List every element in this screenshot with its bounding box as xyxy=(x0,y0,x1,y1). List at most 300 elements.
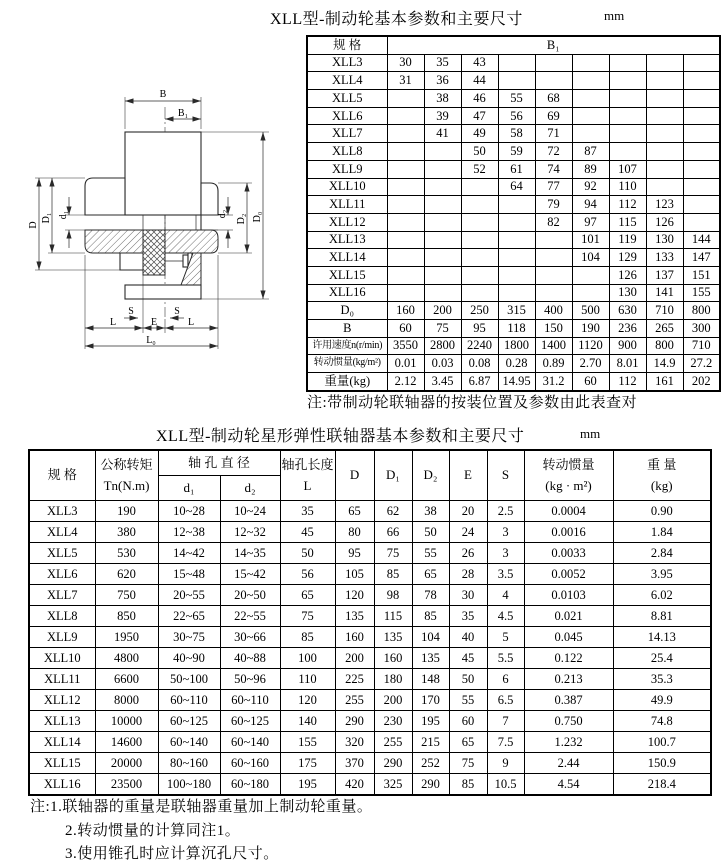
table2-row xyxy=(29,711,711,732)
table1-spec-header: 规 格 xyxy=(307,36,387,54)
table2-value-cell: 190 xyxy=(95,501,158,522)
table2-value-cell: 80~160 xyxy=(158,753,220,774)
table2-value-cell: 85 xyxy=(280,627,335,648)
table2-value-cell: 325 xyxy=(374,774,412,796)
table2-unit-label: mm xyxy=(580,426,601,441)
table2-value-cell: 60~160 xyxy=(220,753,280,774)
table2-value-cell: 0.90 xyxy=(613,501,711,522)
table1-spec-cell: XLL4 xyxy=(307,72,387,90)
table2-value-cell: 98 xyxy=(374,585,412,606)
table1-b1-value-cell xyxy=(387,213,424,231)
table1-value-cell: 8.01 xyxy=(609,355,646,373)
table1-b1-value-cell: 44 xyxy=(461,72,498,90)
table1-b1-value-cell xyxy=(387,196,424,214)
table1-spec-cell: XLL14 xyxy=(307,249,387,267)
table1-spec-cell: XLL7 xyxy=(307,125,387,143)
table2-value-cell: 60~110 xyxy=(220,690,280,711)
dim-label-L0: L₀ xyxy=(146,335,156,346)
table1-value-cell: 190 xyxy=(572,320,609,338)
table1-b1-value-cell xyxy=(461,266,498,284)
table1-b1-value-cell: 38 xyxy=(424,90,461,108)
table1-b1-value-cell: 30 xyxy=(387,54,424,72)
table1-b1-value-cell: 155 xyxy=(683,284,720,302)
table2-value-cell: 12~38 xyxy=(158,522,220,543)
table1-b1-value-cell: 69 xyxy=(535,107,572,125)
table1-value-cell: 202 xyxy=(683,373,720,391)
table2-value-cell: 0.0033 xyxy=(524,543,613,564)
table1-b1-value-cell xyxy=(424,284,461,302)
table1-b1-value-cell xyxy=(609,90,646,108)
table2-value-cell: 4 xyxy=(487,585,524,606)
table1-value-cell: 2.70 xyxy=(572,355,609,373)
table1-value-cell: 500 xyxy=(572,302,609,320)
table1-b1-value-cell xyxy=(498,54,535,72)
table1-value-cell: 630 xyxy=(609,302,646,320)
table2-value-cell: 20 xyxy=(449,501,487,522)
table2-spec-cell: XLL7 xyxy=(29,585,95,606)
dim-label-S-left: S xyxy=(128,306,134,317)
table1-bottom-row xyxy=(307,337,720,355)
table2-value-cell: 4.5 xyxy=(487,606,524,627)
table1-b1-value-cell: 59 xyxy=(498,143,535,161)
table1-value-cell: 2.12 xyxy=(387,373,424,391)
table2-header-E: E xyxy=(449,450,487,501)
table2-value-cell: 100~180 xyxy=(158,774,220,796)
table1-b1-value-cell xyxy=(609,143,646,161)
table2-value-cell: 23500 xyxy=(95,774,158,796)
table1-b1-value-cell xyxy=(646,143,683,161)
table1-b1-value-cell xyxy=(387,178,424,196)
table1-b1-value-cell xyxy=(683,90,720,108)
table1-b1-value-cell xyxy=(387,266,424,284)
table1-b1-value-cell xyxy=(535,284,572,302)
table1-value-cell: 60 xyxy=(572,373,609,391)
table2-value-cell: 170 xyxy=(412,690,449,711)
table1-header-row xyxy=(307,36,720,54)
table1-value-cell: 710 xyxy=(646,302,683,320)
table2-header-d1: d₁ xyxy=(158,476,220,501)
table1-b1-value-cell xyxy=(461,178,498,196)
table2-value-cell: 30~75 xyxy=(158,627,220,648)
table2-header-D: D xyxy=(335,450,374,501)
table2-spec-cell: XLL13 xyxy=(29,711,95,732)
table2-value-cell: 75 xyxy=(449,753,487,774)
table2-value-cell: 6.5 xyxy=(487,690,524,711)
table2-value-cell: 105 xyxy=(335,564,374,585)
table1-spec-cell: XLL11 xyxy=(307,196,387,214)
table2-value-cell: 10~24 xyxy=(220,501,280,522)
table2-value-cell: 20~50 xyxy=(220,585,280,606)
table1-b1-value-cell: 39 xyxy=(424,107,461,125)
table2-value-cell: 120 xyxy=(280,690,335,711)
table1-b1-value-cell: 61 xyxy=(498,160,535,178)
bolt-head xyxy=(183,255,188,267)
table2-header-D1: D₁ xyxy=(374,450,412,501)
table2-value-cell: 230 xyxy=(374,711,412,732)
table2-value-cell: 66 xyxy=(374,522,412,543)
table1-value-cell: 1400 xyxy=(535,337,572,355)
table2-value-cell: 0.750 xyxy=(524,711,613,732)
left-hub-section-hatch xyxy=(85,230,143,253)
table1-b1-value-cell: 55 xyxy=(498,90,535,108)
table1-b1-value-cell xyxy=(424,231,461,249)
table1-value-cell: 0.28 xyxy=(498,355,535,373)
table1-b1-value-cell xyxy=(424,143,461,161)
table1-b1-value-cell xyxy=(646,72,683,90)
table2-value-cell: 35.3 xyxy=(613,669,711,690)
dim-label-L-right: L xyxy=(187,317,195,328)
table2-value-cell: 95 xyxy=(335,543,374,564)
dim-label-D2: D₂ xyxy=(236,213,247,225)
table2-spec-cell: XLL5 xyxy=(29,543,95,564)
table1-b1-value-cell: 104 xyxy=(572,249,609,267)
table1-spec-cell: XLL8 xyxy=(307,143,387,161)
table2-value-cell: 60~110 xyxy=(158,690,220,711)
table1-row-label-cell: 重量(kg) xyxy=(307,373,387,391)
table2-value-cell: 2.84 xyxy=(613,543,711,564)
table2-value-cell: 195 xyxy=(280,774,335,796)
table1-b1-value-cell xyxy=(387,125,424,143)
table1-b1-value-cell xyxy=(461,231,498,249)
table1-row-label-cell: D₀ xyxy=(307,302,387,320)
table2-value-cell: 150.9 xyxy=(613,753,711,774)
table1-b1-value-cell xyxy=(572,54,609,72)
table2-value-cell: 85 xyxy=(412,606,449,627)
table2-value-cell: 120 xyxy=(335,585,374,606)
table1-b1-value-cell: 129 xyxy=(609,249,646,267)
table1-value-cell: 800 xyxy=(646,337,683,355)
table2-row xyxy=(29,753,711,774)
table2-value-cell: 4.54 xyxy=(524,774,613,796)
table2-value-cell: 35 xyxy=(449,606,487,627)
table1-value-cell: 265 xyxy=(646,320,683,338)
table2-value-cell: 60~180 xyxy=(220,774,280,796)
table1-b1-value-cell: 144 xyxy=(683,231,720,249)
table2-value-cell: 60~125 xyxy=(158,711,220,732)
table1-value-cell: 900 xyxy=(609,337,646,355)
table2-spec-cell: XLL10 xyxy=(29,648,95,669)
table1-spec-cell: XLL13 xyxy=(307,231,387,249)
table1-b1-value-cell: 147 xyxy=(683,249,720,267)
table2-header-D2: D₂ xyxy=(412,450,449,501)
right-hub-outline xyxy=(201,183,218,215)
table2-value-cell: 4800 xyxy=(95,648,158,669)
table2-header-S: S xyxy=(487,450,524,501)
table1-b1-value-cell xyxy=(535,72,572,90)
table2-title: XLL型-制动轮星形弹性联轴器基本参数和主要尺寸 xyxy=(156,428,525,445)
table1-b1-value-cell: 74 xyxy=(535,160,572,178)
table1-b1-value-cell xyxy=(572,266,609,284)
table2-value-cell: 74.8 xyxy=(613,711,711,732)
table1-b1-value-cell xyxy=(609,107,646,125)
coupling-parameters-table xyxy=(28,449,712,796)
table2-value-cell: 8.81 xyxy=(613,606,711,627)
table2-value-cell: 2.5 xyxy=(487,501,524,522)
table2-value-cell: 320 xyxy=(335,732,374,753)
table1-row xyxy=(307,54,720,72)
table1-b1-value-cell xyxy=(498,266,535,284)
table2-value-cell: 85 xyxy=(449,774,487,796)
table2-value-cell: 380 xyxy=(95,522,158,543)
table1-b1-value-cell xyxy=(461,284,498,302)
table1-value-cell: 0.08 xyxy=(461,355,498,373)
table1-row xyxy=(307,107,720,125)
table2-header-inertia-line2: (kg · m²) xyxy=(545,477,592,493)
table1-b1-value-cell xyxy=(683,160,720,178)
table1-b1-value-cell xyxy=(683,143,720,161)
table2-value-cell: 0.021 xyxy=(524,606,613,627)
table1-value-cell: 60 xyxy=(387,320,424,338)
table1-b1-value-cell xyxy=(683,125,720,143)
table1-spec-cell: XLL15 xyxy=(307,266,387,284)
table1-value-cell: 3.45 xyxy=(424,373,461,391)
table2-value-cell: 25.4 xyxy=(613,648,711,669)
table2-value-cell: 0.045 xyxy=(524,627,613,648)
table1-b1-value-cell xyxy=(424,266,461,284)
table2-value-cell: 160 xyxy=(335,627,374,648)
table2-value-cell: 3 xyxy=(487,522,524,543)
footnote-3: 3.使用锥孔时应计算沉孔尺寸。 xyxy=(65,846,279,862)
table2-value-cell: 20~55 xyxy=(158,585,220,606)
table2-value-cell: 110 xyxy=(280,669,335,690)
table1-spec-cell: XLL16 xyxy=(307,284,387,302)
table1-b1-value-cell: 72 xyxy=(535,143,572,161)
table2-spec-cell: XLL6 xyxy=(29,564,95,585)
table2-value-cell: 38 xyxy=(412,501,449,522)
table2-spec-cell: XLL16 xyxy=(29,774,95,796)
table1-spec-cell: XLL6 xyxy=(307,107,387,125)
table1-b1-value-cell: 107 xyxy=(609,160,646,178)
dim-label-D1: D₁ xyxy=(41,212,52,224)
table1-b1-value-cell xyxy=(572,72,609,90)
table1-b1-value-cell: 130 xyxy=(646,231,683,249)
table2-value-cell: 0.0016 xyxy=(524,522,613,543)
table2-spec-cell: XLL3 xyxy=(29,501,95,522)
table1-row xyxy=(307,125,720,143)
dim-label-B1: B₁ xyxy=(177,108,189,119)
table2-value-cell: 290 xyxy=(412,774,449,796)
table2-value-cell: 35 xyxy=(280,501,335,522)
table1-b1-value-cell xyxy=(646,125,683,143)
table2-value-cell: 49.9 xyxy=(613,690,711,711)
table2-row xyxy=(29,501,711,522)
table2-spec-cell: XLL9 xyxy=(29,627,95,648)
table2-value-cell: 20000 xyxy=(95,753,158,774)
table1-b1-value-cell xyxy=(424,178,461,196)
table1-b1-value-cell xyxy=(424,196,461,214)
table2-value-cell: 6600 xyxy=(95,669,158,690)
table1-b1-value-cell xyxy=(572,107,609,125)
table1-b1-value-cell xyxy=(461,196,498,214)
table2-row xyxy=(29,585,711,606)
table1-b1-value-cell xyxy=(609,125,646,143)
table2-value-cell: 22~55 xyxy=(220,606,280,627)
table1-b1-value-cell xyxy=(387,284,424,302)
table1-spec-cell: XLL9 xyxy=(307,160,387,178)
table1-value-cell: 75 xyxy=(424,320,461,338)
table1-b1-value-cell: 82 xyxy=(535,213,572,231)
table2-value-cell: 115 xyxy=(374,606,412,627)
dim-label-d1: d₁ xyxy=(58,210,69,220)
table1-value-cell: 800 xyxy=(683,302,720,320)
table2-value-cell: 0.213 xyxy=(524,669,613,690)
table1-b1-value-cell xyxy=(535,249,572,267)
table2-value-cell: 104 xyxy=(412,627,449,648)
table1-value-cell: 0.01 xyxy=(387,355,424,373)
table2-value-cell: 22~65 xyxy=(158,606,220,627)
table2-header-bore-length-line2: L xyxy=(303,477,312,493)
table1-row xyxy=(307,266,720,284)
table2-header-torque-line1: 公称转矩 xyxy=(100,457,153,473)
table1-b1-value-cell xyxy=(461,213,498,231)
table2-value-cell: 78 xyxy=(412,585,449,606)
table2-row xyxy=(29,690,711,711)
table2-value-cell: 160 xyxy=(374,648,412,669)
table1-row xyxy=(307,249,720,267)
table1-b1-value-cell xyxy=(461,249,498,267)
table1-b1-value-cell xyxy=(535,54,572,72)
table1-value-cell: 161 xyxy=(646,373,683,391)
table2-value-cell: 100 xyxy=(280,648,335,669)
table2-value-cell: 14~42 xyxy=(158,543,220,564)
table1-b1-value-cell: 36 xyxy=(424,72,461,90)
table1-value-cell: 2240 xyxy=(461,337,498,355)
table2-row xyxy=(29,648,711,669)
table2-value-cell: 30~66 xyxy=(220,627,280,648)
table2-spec-cell: XLL8 xyxy=(29,606,95,627)
table2-value-cell: 50 xyxy=(280,543,335,564)
table1-row xyxy=(307,196,720,214)
table1-b1-value-cell xyxy=(572,125,609,143)
dim-label-d2: d₂ xyxy=(217,209,228,219)
table2-body xyxy=(29,501,711,796)
table1-b1-value-cell xyxy=(387,231,424,249)
table2-value-cell: 15~42 xyxy=(220,564,280,585)
table2-value-cell: 252 xyxy=(412,753,449,774)
dim-label-B: B xyxy=(159,89,167,100)
table1-b1-value-cell: 77 xyxy=(535,178,572,196)
table2-value-cell: 7.5 xyxy=(487,732,524,753)
table2-value-cell: 5.5 xyxy=(487,648,524,669)
table1-bottom-row xyxy=(307,355,720,373)
table1-b1-value-cell xyxy=(424,213,461,231)
table1-value-cell: 14.95 xyxy=(498,373,535,391)
table2-header-spec: 规 格 xyxy=(29,450,95,501)
table2-value-cell: 60 xyxy=(449,711,487,732)
left-hub-outline xyxy=(85,178,125,215)
table1-b1-value-cell: 97 xyxy=(572,213,609,231)
table1-b1-value-cell: 79 xyxy=(535,196,572,214)
table2-value-cell: 6 xyxy=(487,669,524,690)
table2-row xyxy=(29,669,711,690)
table2-value-cell: 290 xyxy=(335,711,374,732)
table2-value-cell: 10000 xyxy=(95,711,158,732)
table1-body xyxy=(307,54,720,391)
table2-value-cell: 370 xyxy=(335,753,374,774)
table2-value-cell: 200 xyxy=(374,690,412,711)
table1-spec-cell: XLL10 xyxy=(307,178,387,196)
table1-b1-value-cell: 130 xyxy=(609,284,646,302)
table2-spec-cell: XLL14 xyxy=(29,732,95,753)
table2-value-cell: 100.7 xyxy=(613,732,711,753)
table2-value-cell: 9 xyxy=(487,753,524,774)
table2-value-cell: 255 xyxy=(374,732,412,753)
table2-value-cell: 56 xyxy=(280,564,335,585)
table1-b1-value-cell: 41 xyxy=(424,125,461,143)
table2-value-cell: 50~96 xyxy=(220,669,280,690)
dim-label-L-left: L xyxy=(109,317,117,328)
dim-label-D: D xyxy=(28,221,39,229)
table2-value-cell: 175 xyxy=(280,753,335,774)
table1-bottom-row xyxy=(307,302,720,320)
dim-label-E: E xyxy=(150,317,158,328)
table1-b1-value-cell: 64 xyxy=(498,178,535,196)
table2-value-cell: 1950 xyxy=(95,627,158,648)
table2-value-cell: 14~35 xyxy=(220,543,280,564)
table1-value-cell: 1120 xyxy=(572,337,609,355)
table1-value-cell: 250 xyxy=(461,302,498,320)
table1-spec-cell: XLL5 xyxy=(307,90,387,108)
table2-spec-cell: XLL15 xyxy=(29,753,95,774)
table2-value-cell: 75 xyxy=(374,543,412,564)
table2-header-weight-line1: 重 量 xyxy=(647,457,677,473)
table1-note: 注:带制动轮联轴器的按装位置及参数由此表查对 xyxy=(307,395,638,411)
table2-value-cell: 218.4 xyxy=(613,774,711,796)
table1-b1-value-cell xyxy=(498,213,535,231)
hub-boss-outline xyxy=(120,253,143,270)
table2-value-cell: 195 xyxy=(412,711,449,732)
table1-row xyxy=(307,213,720,231)
table2-value-cell: 255 xyxy=(335,690,374,711)
table2-value-cell: 200 xyxy=(335,648,374,669)
table2-value-cell: 135 xyxy=(374,627,412,648)
table2-value-cell: 140 xyxy=(280,711,335,732)
table1-b1-value-cell: 94 xyxy=(572,196,609,214)
table2-value-cell: 85 xyxy=(374,564,412,585)
table1-b1-value-cell: 92 xyxy=(572,178,609,196)
table1-b1-value-cell: 58 xyxy=(498,125,535,143)
table1-value-cell: 95 xyxy=(461,320,498,338)
table2-value-cell: 0.122 xyxy=(524,648,613,669)
table2-value-cell: 850 xyxy=(95,606,158,627)
table2-value-cell: 60~125 xyxy=(220,711,280,732)
table2-value-cell: 3 xyxy=(487,543,524,564)
table2-value-cell: 50 xyxy=(449,669,487,690)
table2-value-cell: 50 xyxy=(412,522,449,543)
table1-b1-value-cell: 137 xyxy=(646,266,683,284)
table2-value-cell: 65 xyxy=(412,564,449,585)
table2-row xyxy=(29,627,711,648)
table1-title: XLL型-制动轮基本参数和主要尺寸 xyxy=(270,11,523,28)
right-hub-section-hatch xyxy=(165,230,218,253)
table1-value-cell: 315 xyxy=(498,302,535,320)
table1-b1-value-cell xyxy=(498,231,535,249)
table1-row xyxy=(307,143,720,161)
table1-b1-value-cell xyxy=(646,54,683,72)
brake-wheel-outline xyxy=(125,132,201,215)
brake-wheel-rim xyxy=(125,285,201,299)
table2-value-cell: 40 xyxy=(449,627,487,648)
footnote-2: 2.转动惯量的计算同注1。 xyxy=(65,822,241,839)
table1-b1-value-cell xyxy=(387,90,424,108)
table1-row xyxy=(307,90,720,108)
table1-row-label-cell: B xyxy=(307,320,387,338)
table1-value-cell: 112 xyxy=(609,373,646,391)
table2-row xyxy=(29,606,711,627)
table1-b1-value-cell xyxy=(646,160,683,178)
table1-b1-value-cell xyxy=(535,266,572,284)
table2-header-d2: d₂ xyxy=(220,476,280,501)
